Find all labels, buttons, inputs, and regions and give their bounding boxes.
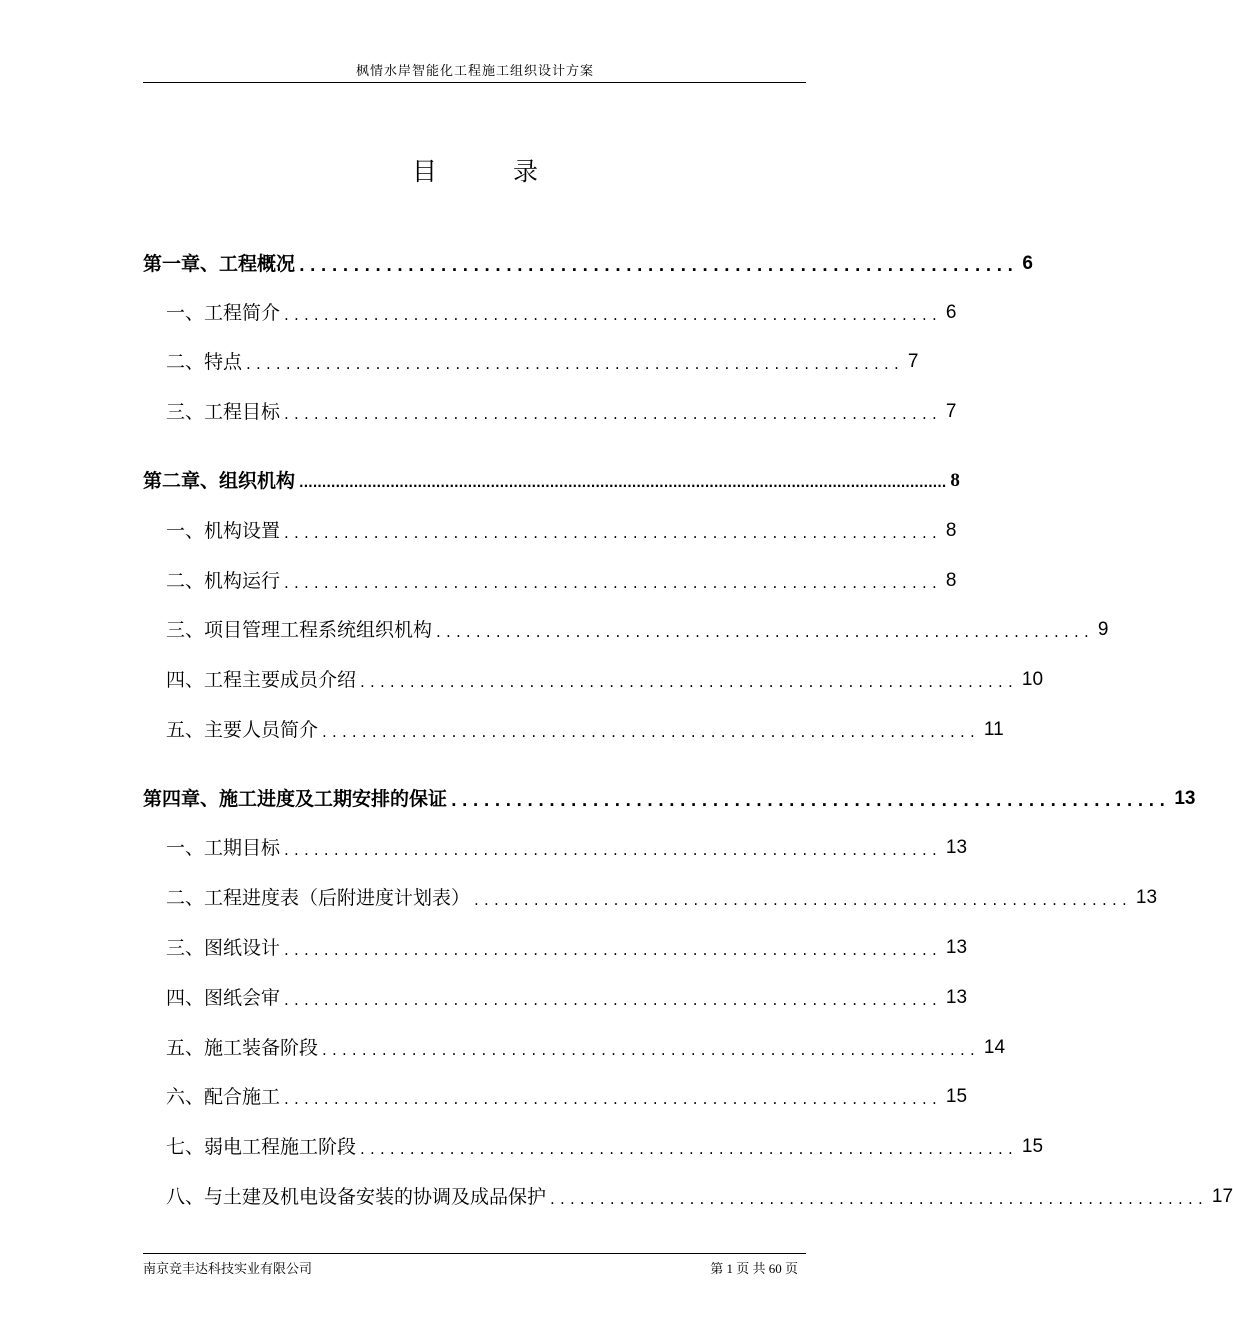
toc-entry-page: 15 (1021, 1136, 1044, 1157)
toc-entry-chapter-4[interactable] (143, 784, 1196, 814)
toc-entry[interactable] (166, 1082, 968, 1112)
toc-entry[interactable] (166, 347, 919, 377)
toc-entry[interactable] (166, 615, 1109, 645)
toc-entry-page: 17 (1211, 1186, 1233, 1207)
toc-entry[interactable] (166, 566, 957, 596)
toc-title (0, 152, 950, 188)
dot-leader: .............................................................................................................................................. (299, 476, 947, 490)
toc-entry[interactable] (166, 983, 968, 1013)
dot-leader: .................................................................. (284, 841, 942, 859)
toc-entry[interactable] (166, 516, 957, 546)
toc-entry-label: 二、特点 (166, 351, 243, 373)
toc-entry[interactable] (166, 833, 968, 863)
toc-entry-label: 四、工程主要成员介绍 (166, 669, 357, 691)
toc-title-char-1: 目 (411, 157, 437, 186)
toc-entry-label: 四、图纸会审 (166, 987, 281, 1009)
toc-entry-page: 13 (1174, 788, 1196, 809)
dot-leader: .................................................................. (284, 524, 942, 542)
toc-entry[interactable] (166, 298, 957, 328)
toc-entry-label: 三、项目管理工程系统组织机构 (166, 619, 433, 641)
toc-entry-page: 14 (983, 1037, 1006, 1058)
toc-entry[interactable] (166, 933, 968, 963)
toc-entry-label: 五、主要人员简介 (166, 719, 319, 741)
toc-entry-page: 13 (945, 937, 968, 958)
toc-entry-label: 第一章、工程概况 (143, 253, 296, 275)
toc-entry[interactable] (166, 1182, 1233, 1212)
toc-entry[interactable] (166, 1033, 1006, 1063)
dot-leader: .................................................................. (360, 1140, 1018, 1158)
toc-entry-label: 第二章、组织机构 (143, 470, 296, 492)
toc-entry-label: 五、施工装备阶段 (166, 1037, 319, 1059)
toc-entry-label: 七、弱电工程施工阶段 (166, 1136, 357, 1158)
toc-entry-page: 6 (1022, 253, 1033, 274)
toc-entry-page: 8 (950, 470, 960, 491)
toc-entry-label: 八、与土建及机电设备安装的协调及成品保护 (166, 1186, 547, 1208)
toc-entry[interactable] (166, 883, 1158, 913)
toc-entry-page: 13 (1135, 887, 1158, 908)
dot-leader: .................................................................. (322, 723, 980, 741)
dot-leader: .................................................................. (360, 673, 1018, 691)
toc-entry[interactable] (166, 715, 1004, 745)
toc-entry-label: 六、配合施工 (166, 1086, 281, 1108)
toc-entry-page: 11 (983, 719, 1004, 740)
toc-entry-page: 13 (945, 837, 968, 858)
toc-entry-page: 6 (945, 302, 957, 323)
dot-leader: .................................................................. (284, 1090, 942, 1108)
toc-entry-label: 二、机构运行 (166, 570, 281, 592)
toc-entry-chapter-2[interactable] (143, 466, 960, 496)
dot-leader: .................................................................. (451, 792, 1171, 810)
toc-entry-page: 8 (945, 520, 957, 541)
dot-leader: .................................................................. (322, 1041, 980, 1059)
footer-company: 南京竞丰达科技实业有限公司 (143, 1262, 313, 1277)
toc-entry-chapter-1[interactable] (143, 249, 1033, 279)
dot-leader: .................................................................. (284, 405, 942, 423)
toc-entry-page: 15 (945, 1086, 968, 1107)
dot-leader: .................................................................. (550, 1190, 1208, 1208)
footer-page-number: 第 1 页 共 60 页 (710, 1261, 798, 1276)
dot-leader: .................................................................. (436, 623, 1094, 641)
dot-leader: .................................................................. (284, 991, 942, 1009)
footer-rule (143, 1253, 806, 1254)
toc-entry-label: 二、工程进度表（后附进度计划表） (166, 887, 471, 909)
dot-leader: .................................................................. (284, 574, 942, 592)
toc-entry-label: 三、工程目标 (166, 401, 281, 423)
toc-entry-label: 三、图纸设计 (166, 937, 281, 959)
toc-entry[interactable] (166, 665, 1044, 695)
toc-entry-page: 7 (945, 401, 957, 422)
toc-entry-page: 10 (1021, 669, 1044, 690)
running-header: 枫情水岸智能化工程施工组织设计方案 (355, 64, 594, 79)
toc-entry[interactable] (166, 1132, 1044, 1162)
dot-leader: .................................................................. (246, 355, 904, 373)
toc-entry[interactable] (166, 397, 957, 427)
toc-entry-label: 一、机构设置 (166, 520, 281, 542)
toc-entry-page: 8 (945, 570, 957, 591)
dot-leader: .................................................................. (299, 257, 1019, 275)
toc-entry-label: 第四章、施工进度及工期安排的保证 (143, 788, 448, 810)
dot-leader: .................................................................. (284, 306, 942, 324)
toc-entry-label: 一、工期目标 (166, 837, 281, 859)
toc-entry-page: 13 (945, 987, 968, 1008)
toc-entry-page: 7 (907, 351, 919, 372)
dot-leader: .................................................................. (284, 941, 942, 959)
toc-entry-label: 一、工程简介 (166, 302, 281, 324)
header-rule (143, 82, 806, 83)
toc-title-char-2: 录 (513, 157, 539, 186)
toc-entry-page: 9 (1097, 619, 1109, 640)
dot-leader: .................................................................. (474, 891, 1132, 909)
